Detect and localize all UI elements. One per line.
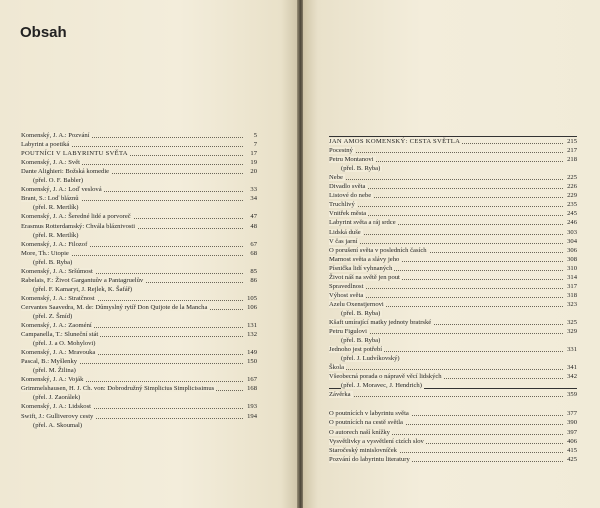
toc-entry-title: (přel. O. F. Babler) bbox=[33, 177, 84, 185]
toc-entry-title: Truchlivý bbox=[329, 201, 355, 209]
toc-entry bbox=[329, 182, 577, 191]
toc-page-number: 406 bbox=[567, 437, 577, 445]
toc-translator bbox=[21, 366, 257, 375]
toc-page-number: 415 bbox=[567, 446, 577, 454]
toc-entry-title: Komenský, J. A.: Sršúmost bbox=[21, 267, 93, 275]
toc-entry bbox=[329, 345, 577, 354]
toc-entry-text-wrap bbox=[21, 140, 73, 149]
toc-entry-title: Písnička lidí vyhnaných bbox=[329, 264, 393, 272]
toc-entry-text-wrap bbox=[329, 191, 375, 200]
toc-page-number: 86 bbox=[250, 276, 257, 284]
toc-translator bbox=[329, 309, 577, 318]
toc-translator bbox=[21, 176, 257, 185]
toc-entry bbox=[21, 294, 257, 303]
toc-entry-title: Jednoho jest potřebí bbox=[329, 346, 383, 354]
toc-page-number: 325 bbox=[567, 318, 577, 326]
toc-entry bbox=[329, 446, 577, 455]
toc-entry-text-wrap bbox=[33, 203, 82, 212]
toc-entry-text-wrap bbox=[329, 291, 367, 300]
toc-translator bbox=[21, 203, 257, 212]
toc-entry-text-wrap bbox=[329, 300, 388, 309]
toc-entry bbox=[21, 149, 257, 158]
toc-entry-text-wrap bbox=[21, 276, 147, 285]
toc-entry-text-wrap bbox=[33, 312, 76, 321]
toc-entry-text-wrap bbox=[329, 218, 400, 227]
toc-entry-text-wrap bbox=[21, 212, 135, 221]
toc-entry-text-wrap bbox=[329, 173, 347, 182]
toc-entry bbox=[329, 282, 577, 291]
toc-translator bbox=[21, 231, 257, 240]
toc-entry-text-wrap bbox=[341, 309, 384, 318]
toc-translator bbox=[329, 381, 577, 390]
toc-page-number: 19 bbox=[250, 159, 257, 167]
toc-page-number: 317 bbox=[567, 282, 577, 290]
toc-entry bbox=[329, 146, 577, 155]
toc-entry-title: Rabelais, F.: Život Gargantuův a Pantagruelův bbox=[21, 276, 144, 284]
toc-entry bbox=[329, 264, 577, 273]
toc-page-number: 193 bbox=[247, 403, 257, 411]
toc-entry-text-wrap bbox=[329, 428, 394, 437]
toc-page-number: 314 bbox=[567, 273, 577, 281]
toc-entry bbox=[329, 255, 577, 264]
toc-entry-text-wrap bbox=[329, 437, 428, 446]
toc-page-number: 168 bbox=[247, 385, 257, 393]
toc-entry bbox=[21, 167, 257, 176]
toc-entry-title: Všeobecná porada o nápravě věcí lidských bbox=[329, 373, 442, 381]
toc-entry bbox=[329, 273, 577, 282]
toc-translator bbox=[21, 339, 257, 348]
toc-entry bbox=[329, 155, 577, 164]
toc-translator bbox=[329, 354, 577, 363]
toc-entry-text-wrap bbox=[329, 455, 414, 464]
toc-entry bbox=[21, 384, 257, 393]
toc-entry-title: Petru Montanovi bbox=[329, 156, 374, 164]
toc-entry bbox=[329, 227, 577, 236]
toc-entry-text-wrap bbox=[329, 237, 361, 246]
toc-entry-title: (přel. F. Kamaryt, J. Rejlek, K. Šafář) bbox=[33, 285, 133, 293]
toc-entry-text-wrap bbox=[329, 155, 378, 164]
toc-entry bbox=[329, 418, 577, 427]
toc-entry-text-wrap bbox=[21, 240, 91, 249]
toc-entry bbox=[21, 140, 257, 149]
toc-translator bbox=[21, 258, 257, 267]
toc-entry-title: Kšaft umírající matky jednoty bratrské bbox=[329, 318, 432, 326]
toc-entry-title: Pocestný bbox=[329, 147, 353, 155]
toc-page-number: 194 bbox=[247, 412, 257, 420]
toc-entry-title: JAN AMOS KOMENSKÝ: CESTA SVĚTLA bbox=[329, 138, 461, 146]
toc-entry-title: Výhost světa bbox=[329, 291, 364, 299]
toc-entry-title: Marnost světa a slávy jeho bbox=[329, 255, 400, 263]
toc-page-number: 150 bbox=[247, 358, 257, 366]
toc-entry-title: Komenský, J. A.: Loď veslová bbox=[21, 186, 102, 194]
toc-entry-title: (přel. J. a O. Mohylovi) bbox=[33, 340, 96, 348]
toc-page-number: 132 bbox=[247, 331, 257, 339]
toc-list-right bbox=[329, 137, 577, 464]
toc-entry-title: (přel. J. Moravec, J. Hendrich) bbox=[341, 382, 422, 390]
toc-entry bbox=[21, 321, 257, 330]
toc-entry bbox=[21, 221, 257, 230]
toc-entry-text-wrap bbox=[329, 273, 404, 282]
toc-entry bbox=[329, 318, 577, 327]
toc-entry bbox=[329, 200, 577, 209]
toc-entry-title: Komenský, J. A.: Svět bbox=[21, 159, 80, 167]
toc-entry-text-wrap bbox=[21, 149, 132, 158]
toc-entry-text-wrap bbox=[329, 209, 370, 218]
toc-entry-text-wrap bbox=[329, 390, 355, 399]
toc-translator bbox=[329, 336, 577, 345]
right-page bbox=[303, 0, 600, 508]
toc-page-number: 106 bbox=[247, 303, 257, 311]
toc-entry-title: (přel. R. Mertlík) bbox=[33, 204, 79, 212]
toc-entry-text-wrap bbox=[341, 336, 384, 345]
toc-entry bbox=[21, 303, 257, 312]
toc-entry-title: (přel. B. Ryba) bbox=[341, 309, 381, 317]
toc-page-number: 218 bbox=[567, 156, 577, 164]
toc-entry-title: Komenský, J. A.: Lidskost bbox=[21, 403, 91, 411]
toc-page-number: 308 bbox=[567, 255, 577, 263]
toc-page-number: 329 bbox=[567, 328, 577, 336]
toc-page-number: 47 bbox=[250, 213, 257, 221]
toc-entry-text-wrap bbox=[21, 222, 139, 231]
toc-entry-title: V čas jarní bbox=[329, 237, 358, 245]
toc-page-number: 245 bbox=[567, 210, 577, 218]
toc-entry bbox=[329, 291, 577, 300]
toc-entry bbox=[21, 267, 257, 276]
toc-entry-title: Komenský, J. A.: Voják bbox=[21, 376, 84, 384]
toc-entry-text-wrap bbox=[21, 167, 113, 176]
toc-entry-title: Spravedlnost bbox=[329, 282, 364, 290]
toc-list-left bbox=[21, 131, 257, 430]
toc-entry-title: POUTNÍCI V LABYRINTU SVĚTA bbox=[21, 150, 128, 158]
toc-entry bbox=[21, 131, 257, 140]
toc-entry bbox=[329, 300, 577, 309]
toc-page-number: 425 bbox=[567, 455, 577, 463]
toc-entry bbox=[21, 357, 257, 366]
toc-entry-text-wrap bbox=[21, 357, 81, 366]
toc-entry bbox=[329, 246, 577, 255]
toc-entry bbox=[329, 427, 577, 436]
toc-page-number: 306 bbox=[567, 246, 577, 254]
toc-page-number: 34 bbox=[250, 195, 257, 203]
toc-entry bbox=[21, 240, 257, 249]
toc-page-number: 390 bbox=[567, 419, 577, 427]
toc-page-number: 7 bbox=[253, 141, 257, 149]
toc-entry-title: O poutnících v labyrintu světa bbox=[329, 410, 409, 418]
toc-entry-title: Swift, J.: Gulliverovy cesty bbox=[21, 412, 94, 420]
toc-entry bbox=[21, 330, 257, 339]
toc-entry-text-wrap bbox=[21, 185, 106, 194]
toc-entry-title: Nebe bbox=[329, 174, 343, 182]
toc-entry-title: Škola bbox=[329, 364, 345, 372]
toc-entry-title: Komenský, J. A.: Stratčnost bbox=[21, 294, 95, 302]
toc-entry-title: (přel. R. Mertlík) bbox=[33, 231, 79, 239]
toc-page-number: 377 bbox=[567, 410, 577, 418]
toc-page-number: 217 bbox=[567, 147, 577, 155]
toc-entry bbox=[329, 209, 577, 218]
toc-page-number: 225 bbox=[567, 174, 577, 182]
toc-entry-text-wrap bbox=[329, 318, 435, 327]
toc-entry bbox=[329, 327, 577, 336]
toc-entry-text-wrap bbox=[33, 285, 136, 294]
toc-page-number: 5 bbox=[253, 132, 257, 140]
toc-page-number: 318 bbox=[567, 291, 577, 299]
toc-page-number: 397 bbox=[567, 428, 577, 436]
toc-entry-text-wrap bbox=[33, 366, 80, 375]
toc-entry-text-wrap bbox=[33, 258, 76, 267]
toc-entry-text-wrap bbox=[21, 330, 102, 339]
toc-entry bbox=[329, 455, 577, 464]
toc-entry bbox=[329, 409, 577, 418]
toc-entry bbox=[21, 375, 257, 384]
toc-entry-text-wrap bbox=[329, 246, 431, 255]
toc-entry bbox=[21, 185, 257, 194]
toc-page-number: 149 bbox=[247, 349, 257, 357]
toc-entry bbox=[329, 173, 577, 182]
toc-entry bbox=[329, 372, 577, 381]
toc-leader bbox=[329, 179, 563, 180]
toc-entry-title: Vnitřek města bbox=[329, 210, 367, 218]
toc-entry bbox=[329, 137, 577, 146]
toc-entry-text-wrap bbox=[21, 412, 97, 421]
toc-entry-text-wrap bbox=[33, 339, 99, 348]
toc-entry-text-wrap bbox=[329, 345, 386, 354]
toc-entry bbox=[329, 390, 577, 399]
toc-page-number: 229 bbox=[567, 192, 577, 200]
toc-entry-text-wrap bbox=[21, 348, 99, 357]
toc-page-number: 323 bbox=[567, 300, 577, 308]
toc-entry bbox=[21, 249, 257, 258]
toc-entry-title: Azelu Oxenstjernovi bbox=[329, 300, 384, 308]
toc-page-number: 67 bbox=[250, 240, 257, 248]
toc-page-number: 304 bbox=[567, 237, 577, 245]
toc-entry-title: Komenský, J. A.: Pozvání bbox=[21, 132, 90, 140]
toc-entry-text-wrap bbox=[33, 393, 84, 402]
toc-entry bbox=[21, 158, 257, 167]
toc-entry-text-wrap bbox=[341, 164, 384, 173]
toc-entry bbox=[21, 212, 257, 221]
toc-entry-title: Labyrint světa a ráj srdce bbox=[329, 219, 396, 227]
toc-entry-title: (přel. J. Zaorálek) bbox=[33, 394, 81, 402]
toc-entry-text-wrap bbox=[329, 182, 369, 191]
toc-entry-text-wrap bbox=[329, 446, 401, 455]
toc-entry-text-wrap bbox=[341, 354, 404, 363]
toc-entry-text-wrap bbox=[329, 363, 348, 372]
toc-entry-title: (přel. B. Ryba) bbox=[341, 337, 381, 345]
toc-entry-title: Lidská duše bbox=[329, 228, 361, 236]
toc-entry-text-wrap bbox=[329, 255, 403, 264]
toc-entry-text-wrap bbox=[329, 228, 365, 237]
toc-entry-title: Dante Alighieri: Božská komedie bbox=[21, 168, 110, 176]
toc-entry-title: Campanella, T.: Sluneční stát bbox=[21, 331, 99, 339]
toc-entry-title: Komenský, J. A.: Zaoméní bbox=[21, 322, 92, 330]
toc-entry-title: O porušení světa v posledních časích bbox=[329, 246, 427, 254]
toc-entry-title: (přel. B. Ryba) bbox=[33, 258, 73, 266]
toc-entry-title: O poutnících na cestě světla bbox=[329, 419, 403, 427]
toc-entry-title: Komenský, J. A.: Mravouka bbox=[21, 349, 96, 357]
toc-page-number: 17 bbox=[250, 150, 257, 158]
toc-page-number: 246 bbox=[567, 219, 577, 227]
toc-entry-title: Závěrka bbox=[329, 391, 351, 399]
toc-entry-text-wrap bbox=[21, 194, 83, 203]
toc-page-number: 226 bbox=[567, 183, 577, 191]
toc-translator bbox=[21, 393, 257, 402]
toc-page-number: 131 bbox=[247, 322, 257, 330]
toc-entry-text-wrap bbox=[21, 294, 99, 303]
toc-entry-text-wrap bbox=[33, 421, 86, 430]
toc-page-number: 33 bbox=[250, 186, 257, 194]
toc-entry-title: O autorech naší knížky bbox=[329, 428, 390, 436]
toc-entry-text-wrap bbox=[21, 384, 218, 393]
toc-page-number: 331 bbox=[567, 346, 577, 354]
toc-page-number: 105 bbox=[247, 294, 257, 302]
toc-page-number: 20 bbox=[250, 168, 257, 176]
toc-entry-title: Život náš na světě jen pout bbox=[329, 273, 400, 281]
toc-leader bbox=[329, 369, 563, 370]
toc-entry-text-wrap bbox=[329, 264, 396, 273]
toc-entry-title: Divadlo světa bbox=[329, 183, 366, 191]
toc-entry-title: (přel. J. Ludvíkovský) bbox=[341, 355, 400, 363]
toc-entry bbox=[329, 237, 577, 246]
toc-entry-title: Erasmus Rotterdamský: Chvála bláznivosti bbox=[21, 222, 136, 230]
toc-leader bbox=[329, 396, 563, 397]
toc-entry-text-wrap bbox=[21, 402, 95, 411]
toc-entry-text-wrap bbox=[329, 282, 367, 291]
toc-entry-title: Grimmelshausen, H. J. Ch. von: Dobrodružný Simplicius Simplicissimus bbox=[21, 385, 215, 393]
toc-entry-text-wrap bbox=[21, 249, 73, 258]
toc-entry-text-wrap bbox=[21, 131, 94, 140]
toc-entry-text-wrap bbox=[33, 176, 87, 185]
toc-entry bbox=[21, 194, 257, 203]
toc-leader bbox=[329, 243, 563, 244]
toc-entry-title: Vysvětlivky a vysvětlení cizích slov bbox=[329, 437, 424, 445]
toc-entry-text-wrap bbox=[33, 231, 82, 240]
toc-entry-text-wrap bbox=[329, 409, 413, 418]
toc-entry-text-wrap bbox=[21, 267, 97, 276]
toc-entry-title: (přel. A. Skoumal) bbox=[33, 421, 83, 429]
toc-leader bbox=[329, 206, 563, 207]
toc-entry bbox=[21, 402, 257, 411]
toc-entry-text-wrap bbox=[329, 327, 371, 336]
toc-entry-title: Listové do nebe bbox=[329, 192, 372, 200]
toc-spacer bbox=[329, 399, 577, 409]
toc-page-number: 215 bbox=[567, 138, 577, 146]
toc-page-number: 342 bbox=[567, 373, 577, 381]
toc-entry bbox=[21, 348, 257, 357]
toc-entry-title: More, Th.: Utopie bbox=[21, 249, 69, 257]
left-page bbox=[0, 0, 299, 508]
toc-entry bbox=[329, 437, 577, 446]
toc-entry bbox=[21, 411, 257, 420]
toc-translator bbox=[21, 421, 257, 430]
toc-entry bbox=[329, 363, 577, 372]
toc-entry-text-wrap bbox=[329, 418, 407, 427]
toc-page-number: 235 bbox=[567, 201, 577, 209]
toc-page-number: 303 bbox=[567, 228, 577, 236]
toc-entry-title: Labyrint a poetiká bbox=[21, 141, 70, 149]
toc-leader bbox=[329, 152, 563, 153]
toc-page-number: 359 bbox=[567, 391, 577, 399]
toc-entry-title: (přel. B. Ryba) bbox=[341, 165, 381, 173]
toc-entry-text-wrap bbox=[21, 375, 87, 384]
toc-page-number: 341 bbox=[567, 364, 577, 372]
toc-entry-title: Komenský, J. A.: Šeredné lidé a porvoreč bbox=[21, 213, 131, 221]
toc-entry-text-wrap bbox=[329, 372, 446, 381]
toc-entry bbox=[329, 218, 577, 227]
toc-entry-text-wrap bbox=[21, 303, 211, 312]
toc-entry-title: (přel. Z. Šmíd) bbox=[33, 312, 73, 320]
toc-entry-text-wrap bbox=[329, 137, 464, 146]
toc-entry-title: Brant, S.: Loď bláznů bbox=[21, 195, 79, 203]
toc-page-number: 85 bbox=[250, 267, 257, 275]
toc-translator bbox=[329, 164, 577, 173]
toc-entry-text-wrap bbox=[21, 321, 96, 330]
toc-entry-title: Komenský, J. A.: Filozof bbox=[21, 240, 88, 248]
toc-entry-text-wrap bbox=[329, 200, 359, 209]
toc-translator bbox=[21, 312, 257, 321]
toc-page-number: 48 bbox=[250, 222, 257, 230]
toc-entry-title: Pozvání do labyrintu literatury bbox=[329, 455, 410, 463]
toc-entry-title: (přel. M. Žilina) bbox=[33, 367, 76, 375]
toc-entry-title: Pascal, B.: Myšlenky bbox=[21, 358, 78, 366]
toc-entry-title: Staročeský minislovníček bbox=[329, 446, 397, 454]
toc-entry-title: Petru Figulovi bbox=[329, 328, 367, 336]
toc-entry-text-wrap bbox=[329, 146, 357, 155]
toc-entry bbox=[329, 191, 577, 200]
toc-page-number: 310 bbox=[567, 264, 577, 272]
toc-translator bbox=[21, 285, 257, 294]
toc-entry-text-wrap bbox=[341, 381, 426, 390]
page-title: Obsah bbox=[20, 24, 67, 41]
toc-entry-text-wrap bbox=[21, 158, 84, 167]
toc-entry-title: Cervantes Saavedra, M. de: Důmyslný rytíř Don Quijote de la Mancha bbox=[21, 303, 208, 311]
toc-entry bbox=[21, 276, 257, 285]
toc-page-number: 68 bbox=[250, 249, 257, 257]
toc-page-number: 167 bbox=[247, 376, 257, 384]
